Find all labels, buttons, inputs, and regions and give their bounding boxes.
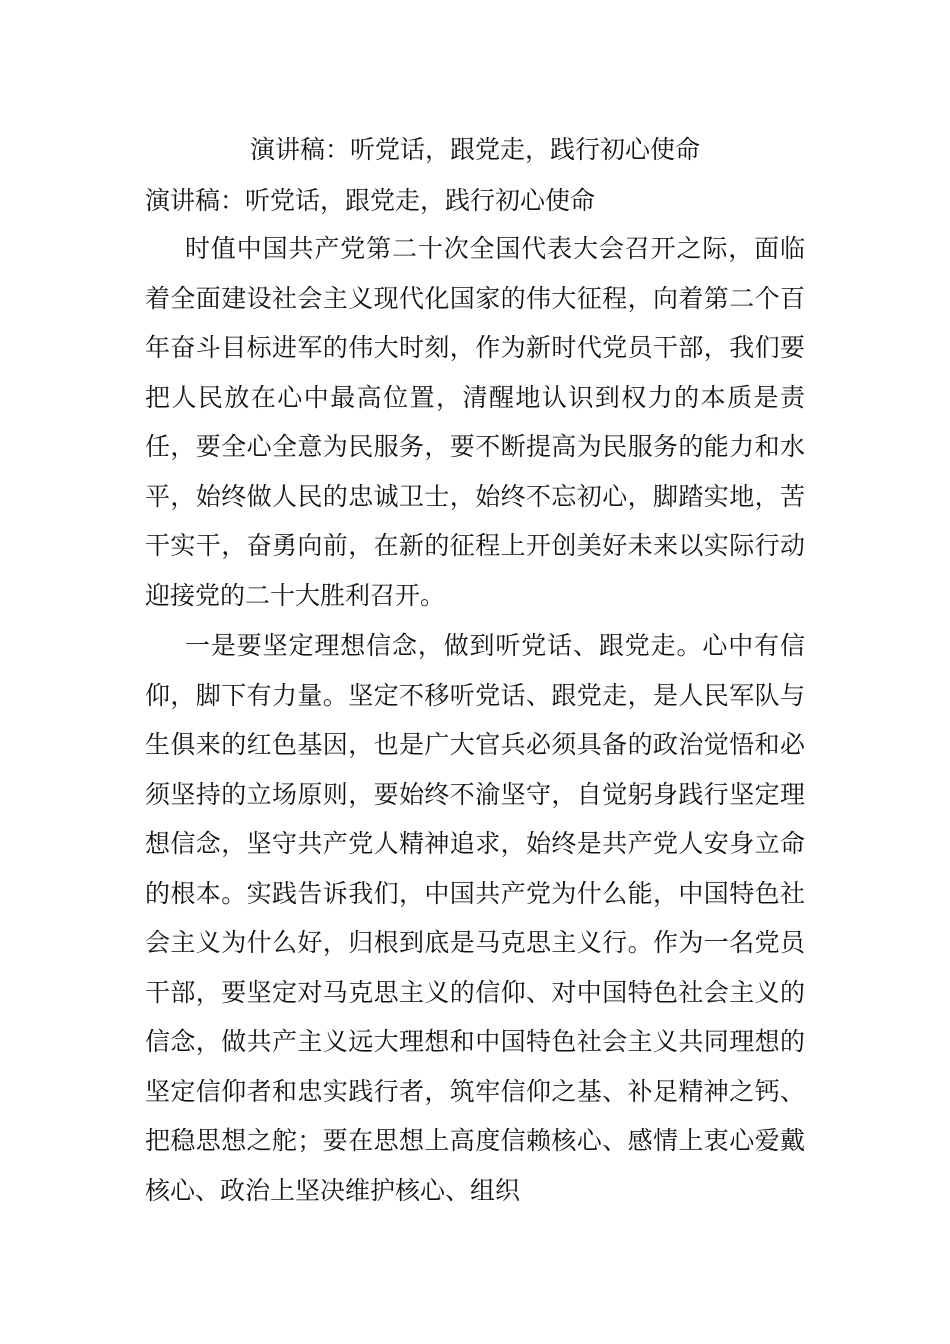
body-paragraph-1: 时值中国共产党第二十次全国代表大会召开之际，面临着全面建设社会主义现代化国家的伟大征程，向着第二个百年奋斗目标进军的伟大时刻，作为新时代党员干部，我们要把人民放在心中最高位置，清醒地认识到权力的本质是责任，要全心全意为民服务，要不断提高为民服务的能力和水平，始终做人民的忠诚卫士，始终不忘初心，脚踏实地，苦干实干，奋勇向前，在新的征程上开创美好未来以实际行动迎接党的二十大胜利召开。 — [145, 234, 805, 610]
document-subtitle: 演讲稿：听党话，跟党走，践行初心使命 — [145, 186, 596, 215]
document-title: 演讲稿：听党话，跟党走，践行初心使命 — [249, 135, 700, 164]
body-paragraph-2: 一是要坚定理想信念，做到听党话、跟党走。心中有信仰，脚下有力量。坚定不移听党话、跟党走，是人民军队与生俱来的红色基因，也是广大官兵必须具备的政治觉悟和必须坚持的立场原则，要始终不渝坚守，自觉躬身践行坚定理想信念，坚守共产党人精神追求，始终是共产党人安身立命的根本。实践告诉我们，中国共产党为什么能，中国特色社会主义为什么好，归根到底是马克思主义行。作为一名党员干部，要坚定对马克思主义的信仰、对中国特色社会主义的信念，做共产主义远大理想和中国特色社会主义共同理想的坚定信仰者和忠实践行者，筑牢信仰之基、补足精神之钙、把稳思想之舵；要在思想上高度信赖核心、感情上衷心爱戴核心、政治上坚决维护核心、组织 — [145, 631, 805, 1205]
